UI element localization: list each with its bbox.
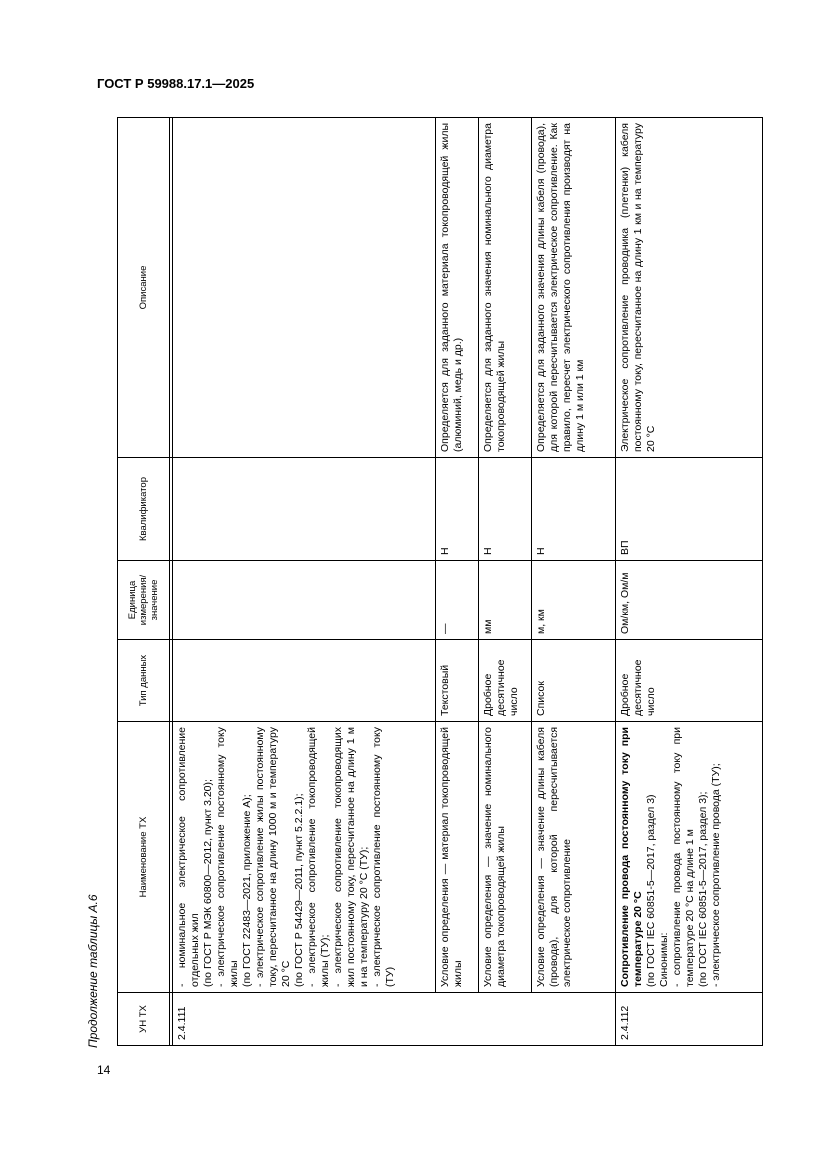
column-header-qualifier: Квалификатор [118, 458, 170, 561]
cell-type: Дробное десятичное число [616, 640, 763, 722]
column-header-description: Описание [118, 118, 170, 458]
cell-name: Условие определения — значение длины кабеля (провода), для которой пересчитывается электрическое сопротивление [532, 722, 616, 993]
table-row [532, 118, 616, 1046]
cell-name: Условие определения — значение номинального диаметра токопроводящей жилы [479, 722, 532, 993]
cell-type: Дробное десятичное число [479, 640, 532, 722]
table-row [173, 118, 436, 1046]
cell-unit: — [436, 561, 479, 640]
cell-description: Определяется для заданного значения номинального диаметра токопроводящей жилы [479, 118, 532, 458]
column-header-unit: Единица измерения/ значение [118, 561, 170, 640]
cell-type: Список [532, 640, 616, 722]
cell-name [173, 722, 436, 993]
name-title: Сопротивление провода постоянному току при температуре 20 °С [619, 727, 644, 987]
cell-qualifier: Н [436, 458, 479, 561]
name-line: - электрическое сопротивление провода (ТУ); [710, 763, 722, 987]
document-header: ГОСТ Р 59988.17.1—2025 [97, 76, 255, 91]
cell-name [616, 722, 763, 993]
cell-unit [173, 561, 436, 640]
name-line: - электрическое сопротивление жилы постоянному току, пересчитанное на длину 1000 м и температуру 20 °С [254, 727, 292, 987]
name-line: - электрическое сопротивление постоянному току жилы [215, 727, 240, 987]
cell-name: Условие определения — материал токопроводящей жилы [436, 722, 479, 993]
name-line: (по ГОСТ 22483—2021, приложение А); [241, 794, 253, 987]
cell-description: Определяется для заданного значения длины кабеля (провода), для которой пересчитывается электрическое сопротивление. Как правило, пересчет электрического сопротивления производят на длину 1 м или 1 км [532, 118, 616, 458]
characteristics-table [117, 117, 763, 1046]
cell-type: Текстовый [436, 640, 479, 722]
cell-qualifier [173, 458, 436, 561]
cell-unit: Ом/км, Ом/м [616, 561, 763, 640]
cell-unit: м, км [532, 561, 616, 640]
table-caption: Продолжение таблицы А.6 [86, 894, 100, 1048]
column-header-type: Тип данных [118, 640, 170, 722]
cell-qualifier: Н [479, 458, 532, 561]
cell-type [173, 640, 436, 722]
table-row [436, 118, 479, 1046]
cell-description: Определяется для заданного материала токопроводящей жилы (алюминий, медь и др.) [436, 118, 479, 458]
name-line: - номинальное электрическое сопротивление отдельных жил [176, 727, 201, 987]
column-header-name: Наименование ТХ [118, 722, 170, 993]
name-line: - электрическое сопротивление токопроводящих жил постоянному току, пересчитанное на длину 1 м и на температуру 20 °С (ТУ); [332, 727, 370, 987]
name-line: - электрическое сопротивление постоянному току (ТУ) [371, 727, 396, 987]
cell-id: 2.4.112 [616, 993, 763, 1046]
name-line: (по ГОСТ IEC 60851-5—2017, раздел 3); [697, 791, 709, 987]
table-row [616, 118, 763, 1046]
name-line: (по ГОСТ IEC 60851-5—2017, раздел 3) [645, 794, 657, 987]
table-row [479, 118, 532, 1046]
name-line: (по ГОСТ Р МЭК 60800—2012, пункт 3.20); [202, 779, 214, 987]
page-number: 14 [97, 1063, 111, 1077]
column-header-id: УН ТХ [118, 993, 170, 1046]
cell-qualifier: ВП [616, 458, 763, 561]
rotated-table-frame [117, 118, 763, 1046]
cell-qualifier: Н [532, 458, 616, 561]
name-line: - электрическое сопротивление токопроводящей жилы (ТУ); [306, 727, 331, 987]
cell-description: Электрическое сопротивление проводника (плетенки) кабеля постоянному току, пересчитанное на длину 1 км и на температуру 20 °С [616, 118, 763, 458]
name-line: - сопротивление провода постоянному току при температуре 20 °С на длине 1 м [671, 727, 696, 987]
cell-id: 2.4.111 [173, 993, 616, 1046]
name-line: Синонимы: [658, 932, 670, 987]
cell-description [173, 118, 436, 458]
cell-unit: мм [479, 561, 532, 640]
name-line: (по ГОСТ Р 54429—2011, пункт 5.2.2.1); [293, 793, 305, 987]
